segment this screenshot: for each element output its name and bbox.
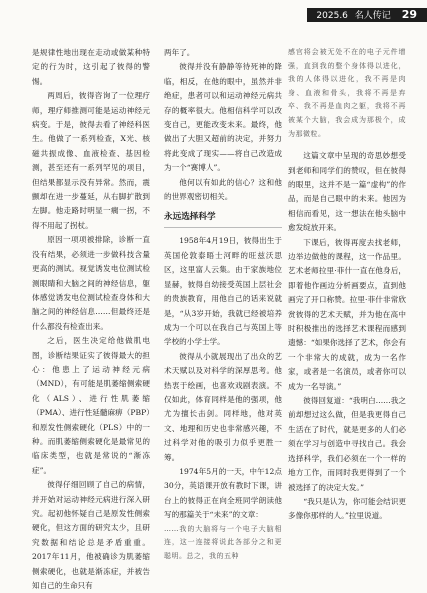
column-name: 名人传记 — [354, 11, 391, 21]
header-text — [316, 8, 417, 22]
issue-date: 2025.6 — [316, 11, 348, 21]
page-number: 29 — [401, 8, 417, 21]
paragraph: 两年了。 — [164, 48, 195, 57]
paragraph: 两周后，彼得咨询了一位理疗师，理疗师推测可能是运动神经元病变。于是，彼得去看了神经科医生。他做了一系列检查，X光、核磁共振成像、血液检查、基因检测，甚至还有一系列罕见的项目，但结果都显示没有异常。然而，震颤却在进一步蔓延，从右脚扩散到左脚。他走路时明显一瘸一拐，不得不用起了拐杖。 — [32, 91, 150, 230]
paragraph: 下课后，彼得再度去找老师，边举边做他的课程，这一作品里。艺术老师拉里·菲什一直在他身后，即着他作画边分析画要点，直到他画完了开口称赞。拉里·菲什非常欣赏彼得的艺术天赋，并为他在高中时积极推出的选择艺术课程而感到遗憾：“如果你选择了艺术，你会有一个非常大的成就，成为一名作家，或者是一名演员，或者你可以成为一名导演。” — [288, 237, 406, 391]
spacer — [288, 141, 406, 149]
paragraph: 原因一项项被排除，诊断一直没有结果，必须进一步做科技含量更高的测试。视觉诱发电位测试检测眼睛和大脑之间的神经信息，躯体感觉诱发电位测试检查身体和大脑之间的神经信息……但最终还是什么都没有检查出来。 — [32, 235, 150, 331]
text-column-right — [288, 46, 406, 524]
paragraph: 1958年4月19日，彼得出生于英国伦敦泰晤士河畔的旺兹沃思区，这里富人云集。由于家族地位显赫，彼得自幼接受英国上层社会的贵族教育，用他自己的话来说就是，“从3岁开始，我就已经被培养成为一个可以在我自己与英国上等学校的小学士学。 — [164, 236, 282, 347]
paragraph: 1974年5月的一天，中午12点30分，英语课开放有教时下课，讲台上的彼得正在向全班同学朗读他写的那篇关于“未来”的文章： — [164, 466, 282, 520]
quote-text: 感官将会被无处不在的电子元件增强，直到我的整个身体得以进化，我的人体得以进化，我不再是肉身、血液和骨头，我将不再是弃卒、我不再是血肉之躯，我将不再被某个大脑，我会成为那极个，成为那微粒。 — [288, 48, 406, 138]
page-header — [0, 0, 427, 26]
paragraph: 这篇文章中呈现的奇思妙想受到老师和同学们的赞叹，但在彼得的眼里，这并不是一篇“虚构”的作品，而是自己眼中的未来。他因为相信而看见，这一想法在他头脑中愈发绽放开来。 — [288, 151, 406, 233]
section-heading: 永远选择科学 — [164, 210, 282, 228]
paragraph: 彼得从小就展现出了出众的艺术天赋以及对科学的深厚思考。他热衷于绘画，也喜欢戏剧表演。不仅如此，体育同样是他的强项，他尤为擅长击剑。同样地，他对英文、地理和历史也非常感兴趣，不过科学对他的吸引力似乎更胜一筹。 — [164, 351, 282, 462]
text-column-left — [32, 46, 150, 593]
paragraph: 彼得回复道：“我明白……我之前却想过这么做，但是我更得自己生活在了时代，就是更多的人们必须在学习与创造中寻找自己。我会选择科学，我们必须在一个一样的地方工作，而同时我更得到了一个被选择了的决定大发。” — [288, 396, 406, 492]
text-column-middle — [164, 46, 282, 563]
paragraph: 他何以有如此的信心？这和他的世界观密切相关。 — [164, 177, 282, 202]
quote-block — [164, 523, 282, 564]
quote-text: ……我的大脑将与一个电子大脑相连，这一连接将说此各部分之和更聪明。总之，我的五种 — [164, 524, 282, 560]
paragraph: 彼得仔细回顾了自己的病情，并开始对运动神经元病进行深入研究。起初他怀疑自己是原发性侧索硬化，但这方面的研究太少，且研究数据和结论总是矛盾重重。2017年11月，他被确诊为肌萎缩侧索硬化，也就是渐冻症，并被告知自己的生命只有 — [32, 480, 150, 591]
paragraph: 是规律性地出现在走动或做某种特定的行为时，这引起了彼得的警惕。 — [32, 48, 150, 86]
paragraph: 彼得并没有静静等待死神的降临，相反，在他的眼中，虽然并非绝症，患者可以和运动神经元病共存的概率很大。他相信科学可以改变自己，更能改变未来。最终，他做出了大胆又超前的决定，并努力将此变成了现实——将自己改造成为一个“赛博人”。 — [164, 62, 282, 173]
quote-block — [288, 46, 406, 141]
paragraph: “我只是认为，你可能会结识更多像你那样的人。”拉里说道。 — [288, 496, 406, 521]
paragraph: 之后，医生决定给他做肌电图，诊断结果证实了彼得最大的担心：他患上了运动神经元病（MND），有可能是肌萎缩侧索硬化（ALS）、进行性肌萎缩（PMA）、进行性延髓麻痹（PBP）和原发性侧索硬化（PLS）中的一种。而肌萎缩侧索硬化是最常见的临床类型，也就是常说的“渐冻症”。 — [32, 336, 150, 475]
